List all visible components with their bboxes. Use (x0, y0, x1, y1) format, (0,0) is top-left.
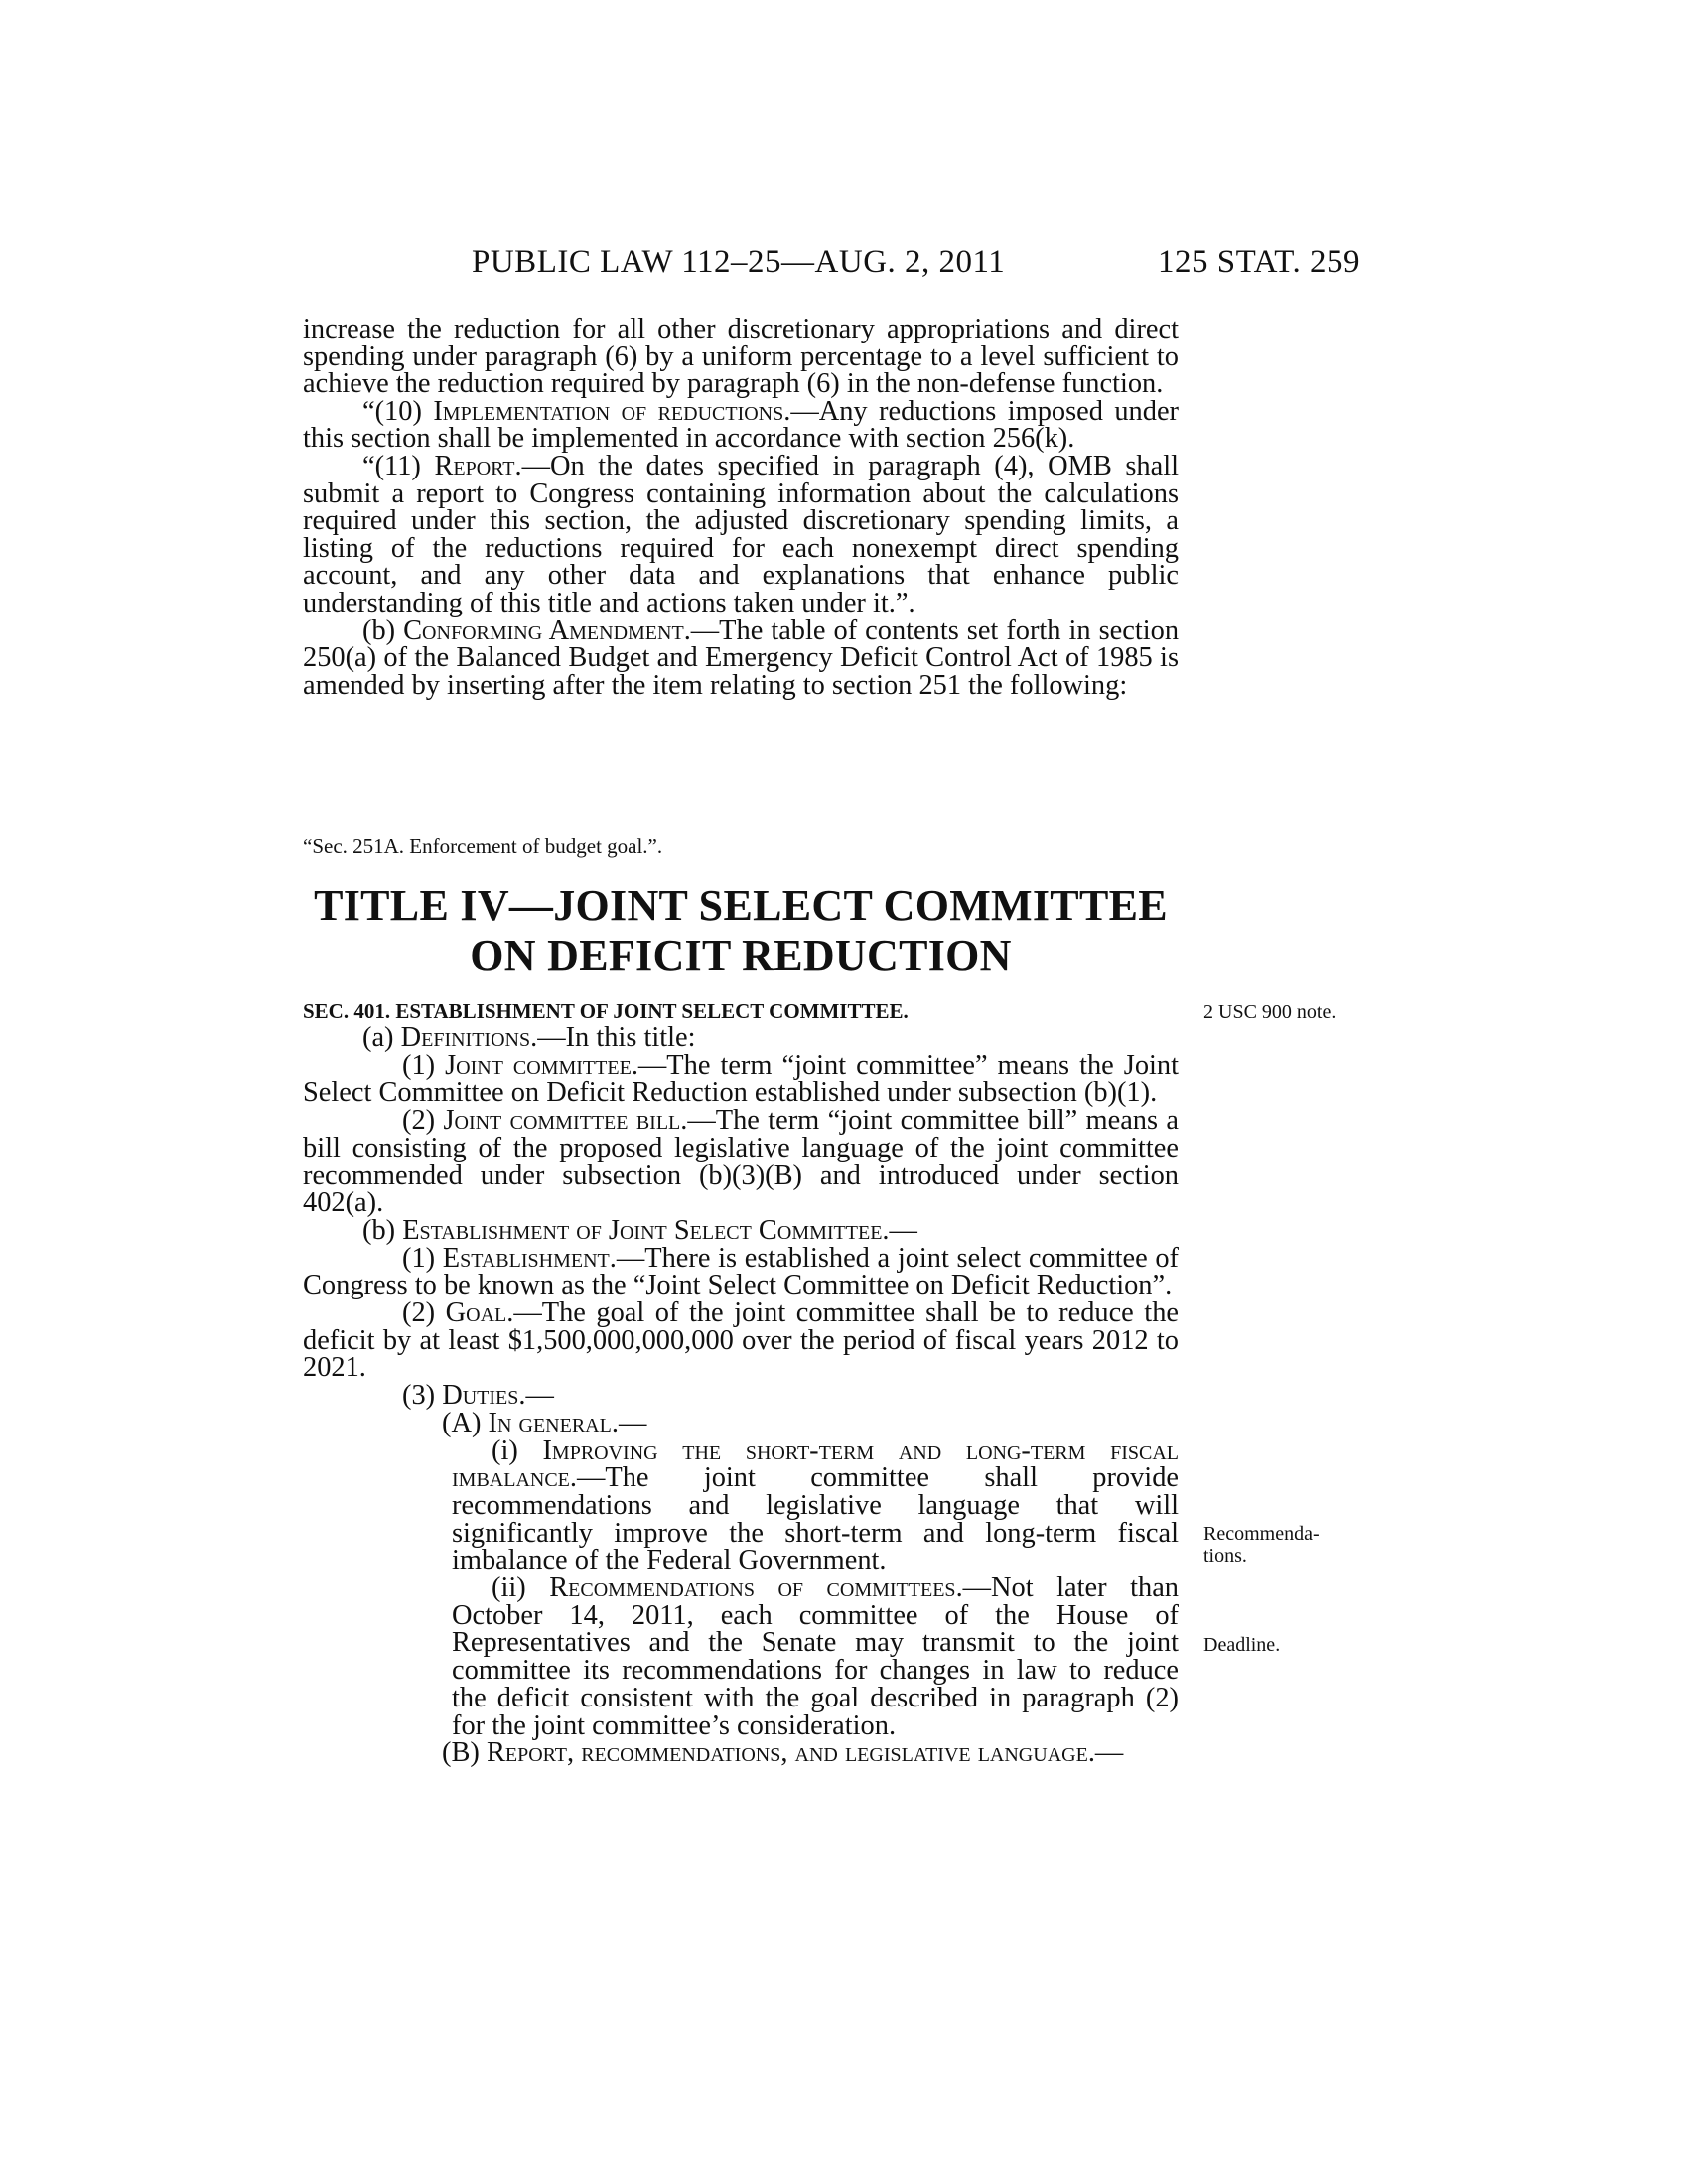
margin-note-deadline: Deadline. (1203, 1634, 1281, 1656)
statute-text-continued (303, 316, 1179, 699)
clause-i: (i) Improving the short-term and long-term fiscal imbalance.—The joint committee shall provide recommendations and legislative language that will significantly improve the short-term and long-term fiscal imbalance of the Federal Government. (452, 1434, 1179, 1576)
toc-item: “Sec. 251A. Enforcement of budget goal.”. (303, 834, 663, 858)
section-body (303, 1024, 1179, 1767)
title-line-2: ON DEFICIT REDUCTION (470, 931, 1012, 980)
paragraph-heading: Implementation of reductions (433, 395, 784, 427)
statute-page-number: 125 STAT. 259 (1158, 244, 1361, 280)
definition-1: (1) Joint committee.—The term “joint committee” means the Joint Select Committee on Deficit Reduction established under subsection (b)(1). (303, 1049, 1179, 1109)
title-line-1: TITLE IV—JOINT SELECT COMMITTEE (314, 882, 1168, 930)
paragraph-establishment: (1) Establishment.—There is established a joint select committee of Congress to be known as the “Joint Select Committee on Deficit Reduction”. (303, 1242, 1179, 1301)
paragraph-duties: (3) Duties.— (402, 1380, 554, 1412)
paragraph-11: “(11) Report.—On the dates specified in paragraph (4), OMB shall submit a report to Congress containing information about the calculations required under this section, the adjusted discretionary spending limits, a listing of the reductions required for each nonexempt direct spending account, and any other data and explanations that enhance public understanding of this title and actions taken under it.”. (303, 450, 1179, 618)
title-heading (303, 882, 1179, 981)
margin-note-recommendations: Recommenda- tions. (1203, 1523, 1320, 1567)
section-heading: SEC. 401. ESTABLISHMENT OF JOINT SELECT COMMITTEE. (303, 999, 909, 1023)
margin-note-usc: 2 USC 900 note. (1203, 1001, 1336, 1023)
subparagraph-b: (B) Report, recommendations, and legislative language.— (442, 1737, 1124, 1769)
paragraph-continuation: increase the reduction for all other discretionary appropriations and direct spending under paragraph (6) by a uniform percentage to a level sufficient to achieve the reduction required by paragraph (6) in the non-defense function. (303, 314, 1179, 400)
running-header: PUBLIC LAW 112–25—AUG. 2, 2011 (472, 244, 1006, 280)
subsection-a: (a) Definitions.—In this title: (362, 1023, 696, 1053)
subsection-heading: Conforming Amendment (403, 614, 684, 646)
paragraph-goal: (2) Goal.—The goal of the joint committee shall be to reduce the deficit by at least $1,500,000,000,000 over the period of fiscal years 2012 to 2021. (303, 1297, 1179, 1384)
definition-2: (2) Joint committee bill.—The term “joint committee bill” means a bill consisting of the proposed legislative language of the joint committee recommended under subsection (b)(3)(B) and introduced under section 402(a). (303, 1105, 1179, 1219)
clause-ii: (ii) Recommendations of committees.—Not later than October 14, 2011, each committee of the House of Representatives and the Senate may transmit to the joint committee its recommendations for changes in law to reduce the deficit consistent with the goal described in paragraph (2) for the joint committee’s consideration. (452, 1572, 1179, 1741)
subsection-b-establishment: (b) Establishment of Joint Select Committee.— (362, 1214, 917, 1246)
paragraph-heading: Report (434, 450, 515, 481)
paragraph-10: “(10) Implementation of reductions.—Any reductions imposed under this section shall be implemented in accordance with section 256(k). (303, 395, 1179, 455)
subsection-b: (b) Conforming Amendment.—The table of contents set forth in section 250(a) of the Balanced Budget and Emergency Deficit Control Act of 1985 is amended by inserting after the item relating to section 251 the following: (303, 614, 1180, 701)
subparagraph-a: (A) In general.— (442, 1407, 647, 1438)
